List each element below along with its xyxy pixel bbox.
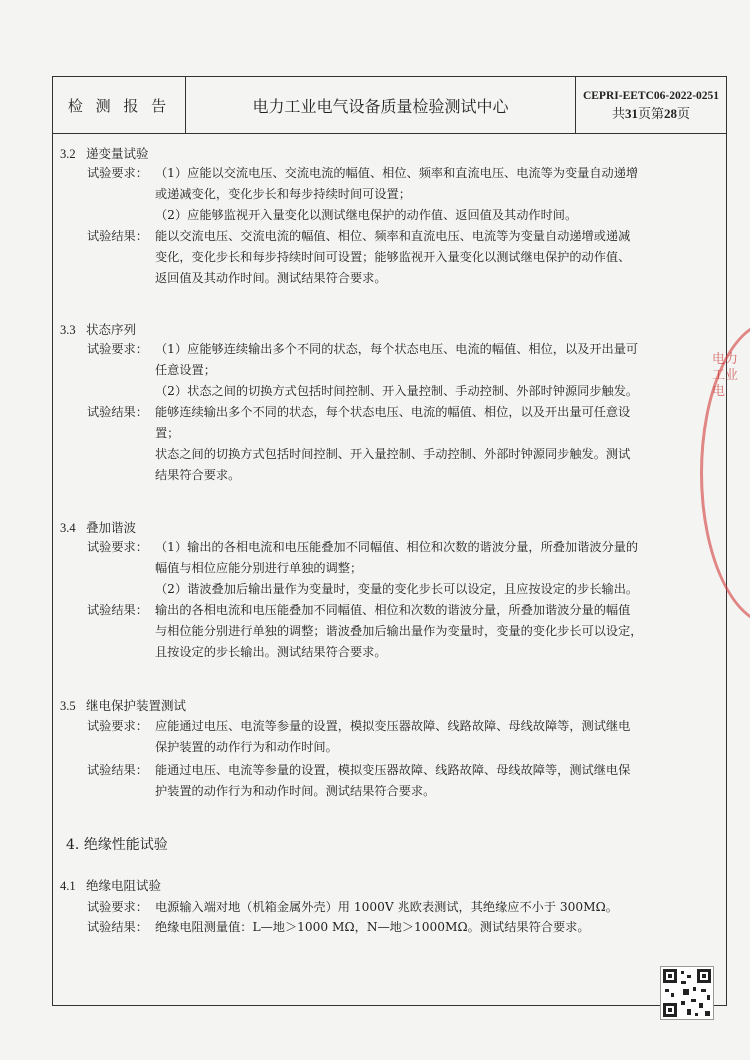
section-heading: 4.1 绝缘电阻试验 [60, 878, 162, 893]
header-report-info [576, 77, 726, 133]
result-text: 输出的各相电流和电压能叠加不同幅值、相位和次数的谐波分量，所叠加谐波分量的幅值 与相位能分别进行单独的调整；谐波叠加后输出量作为变量时，变量的变化步长可以设定， 且按设定的步长输出。测试结果符合要求。 [155, 603, 643, 659]
result-row [87, 917, 687, 938]
requirement-text: 应能通过电压、电流等参量的设置，模拟变压器故障、线路故障、母线故障等，测试继电 保护装置的动作行为和动作时间。 [155, 719, 631, 754]
result-text: 能通过电压、电流等参量的设置，模拟变压器故障、线路故障、母线故障等，测试继电保 护装置的动作行为和动作时间。测试结果符合要求。 [155, 763, 631, 798]
requirement-text: （1）应能够连续输出多个不同的状态，每个状态电压、电流的幅值、相位，以及开出量可 任意设置； （2）状态之间的切换方式包括时间控制、开入量控制、手动控制、外部时钟源同步触发。 [155, 342, 639, 398]
requirement-label: 试验要求： [87, 900, 148, 914]
section-heading: 3.4 叠加谐波 [60, 520, 137, 535]
section-heading: 3.2 递变量试验 [60, 146, 149, 161]
report-number: CEPRI-EETC06-2022-0251 [582, 90, 720, 102]
section-heading: 3.3 状态序列 [60, 322, 137, 337]
result-label: 试验结果： [87, 405, 148, 419]
result-label: 试验结果： [87, 229, 148, 243]
result-row [87, 402, 687, 486]
header-report-label: 检 测 报 告 [53, 77, 186, 133]
chapter-heading: 4. 绝缘性能试验 [66, 837, 168, 853]
qr-code-icon [660, 966, 714, 1020]
requirement-label: 试验要求： [87, 166, 148, 180]
requirement-text: （1）输出的各相电流和电压能叠加不同幅值、相位和次数的谐波分量，所叠加谐波分量的 幅值与相位应能分别进行单独的调整； （2）谐波叠加后输出量作为变量时，变量的变化步长可以设定，且应按设定的步长输出。 [155, 540, 639, 596]
requirement-label: 试验要求： [87, 342, 148, 356]
page-indicator: 共31页第28页 [611, 106, 691, 121]
result-text: 能够连续输出多个不同的状态，每个状态电压、电流的幅值、相位，以及开出量可任意设 置； 状态之间的切换方式包括时间控制、开入量控制、手动控制、外部时钟源同步触发。测试 结果符合要求。 [155, 405, 631, 482]
requirement-text: （1）应能以交流电压、交流电流的幅值、相位、频率和直流电压、电流等为变量自动递增 或递减变化，变化步长和每步持续时间可设置； （2）应能够监视开入量变化以测试继电保护的动作值、返回值及其动作时间。 [155, 166, 639, 222]
requirement-row [87, 897, 687, 918]
result-label: 试验结果： [87, 920, 148, 934]
requirement-row [87, 163, 687, 226]
seal-text: 电力工业电 [712, 352, 739, 399]
result-row [87, 226, 687, 289]
header-organization: 电力工业电气设备质量检验测试中心 [186, 77, 576, 133]
requirement-text: 电源输入端对地（机箱金属外壳）用 1000V 兆欧表测试，其绝缘应不小于 300MΩ。 [155, 900, 618, 914]
section-heading: 3.5 继电保护装置测试 [60, 698, 187, 713]
result-row [87, 600, 687, 663]
result-text: 绝缘电阻测量值：L—地＞1000 MΩ，N—地＞1000MΩ。测试结果符合要求。 [155, 920, 590, 934]
result-row [87, 760, 687, 802]
requirement-row [87, 339, 687, 402]
requirement-label: 试验要求： [87, 540, 148, 554]
result-text: 能以交流电压、交流电流的幅值、相位、频率和直流电压、电流等为变量自动递增或递减 变化，变化步长和每步持续时间可设置；能够监视开入量变化以测试继电保护的动作值、 返回值及其动作时间。测试结果符合要求。 [155, 229, 631, 285]
result-label: 试验结果： [87, 763, 148, 777]
requirement-label: 试验要求： [87, 719, 148, 733]
result-label: 试验结果： [87, 603, 148, 617]
report-header [52, 76, 727, 134]
requirement-row [87, 537, 687, 600]
requirement-row [87, 716, 687, 758]
